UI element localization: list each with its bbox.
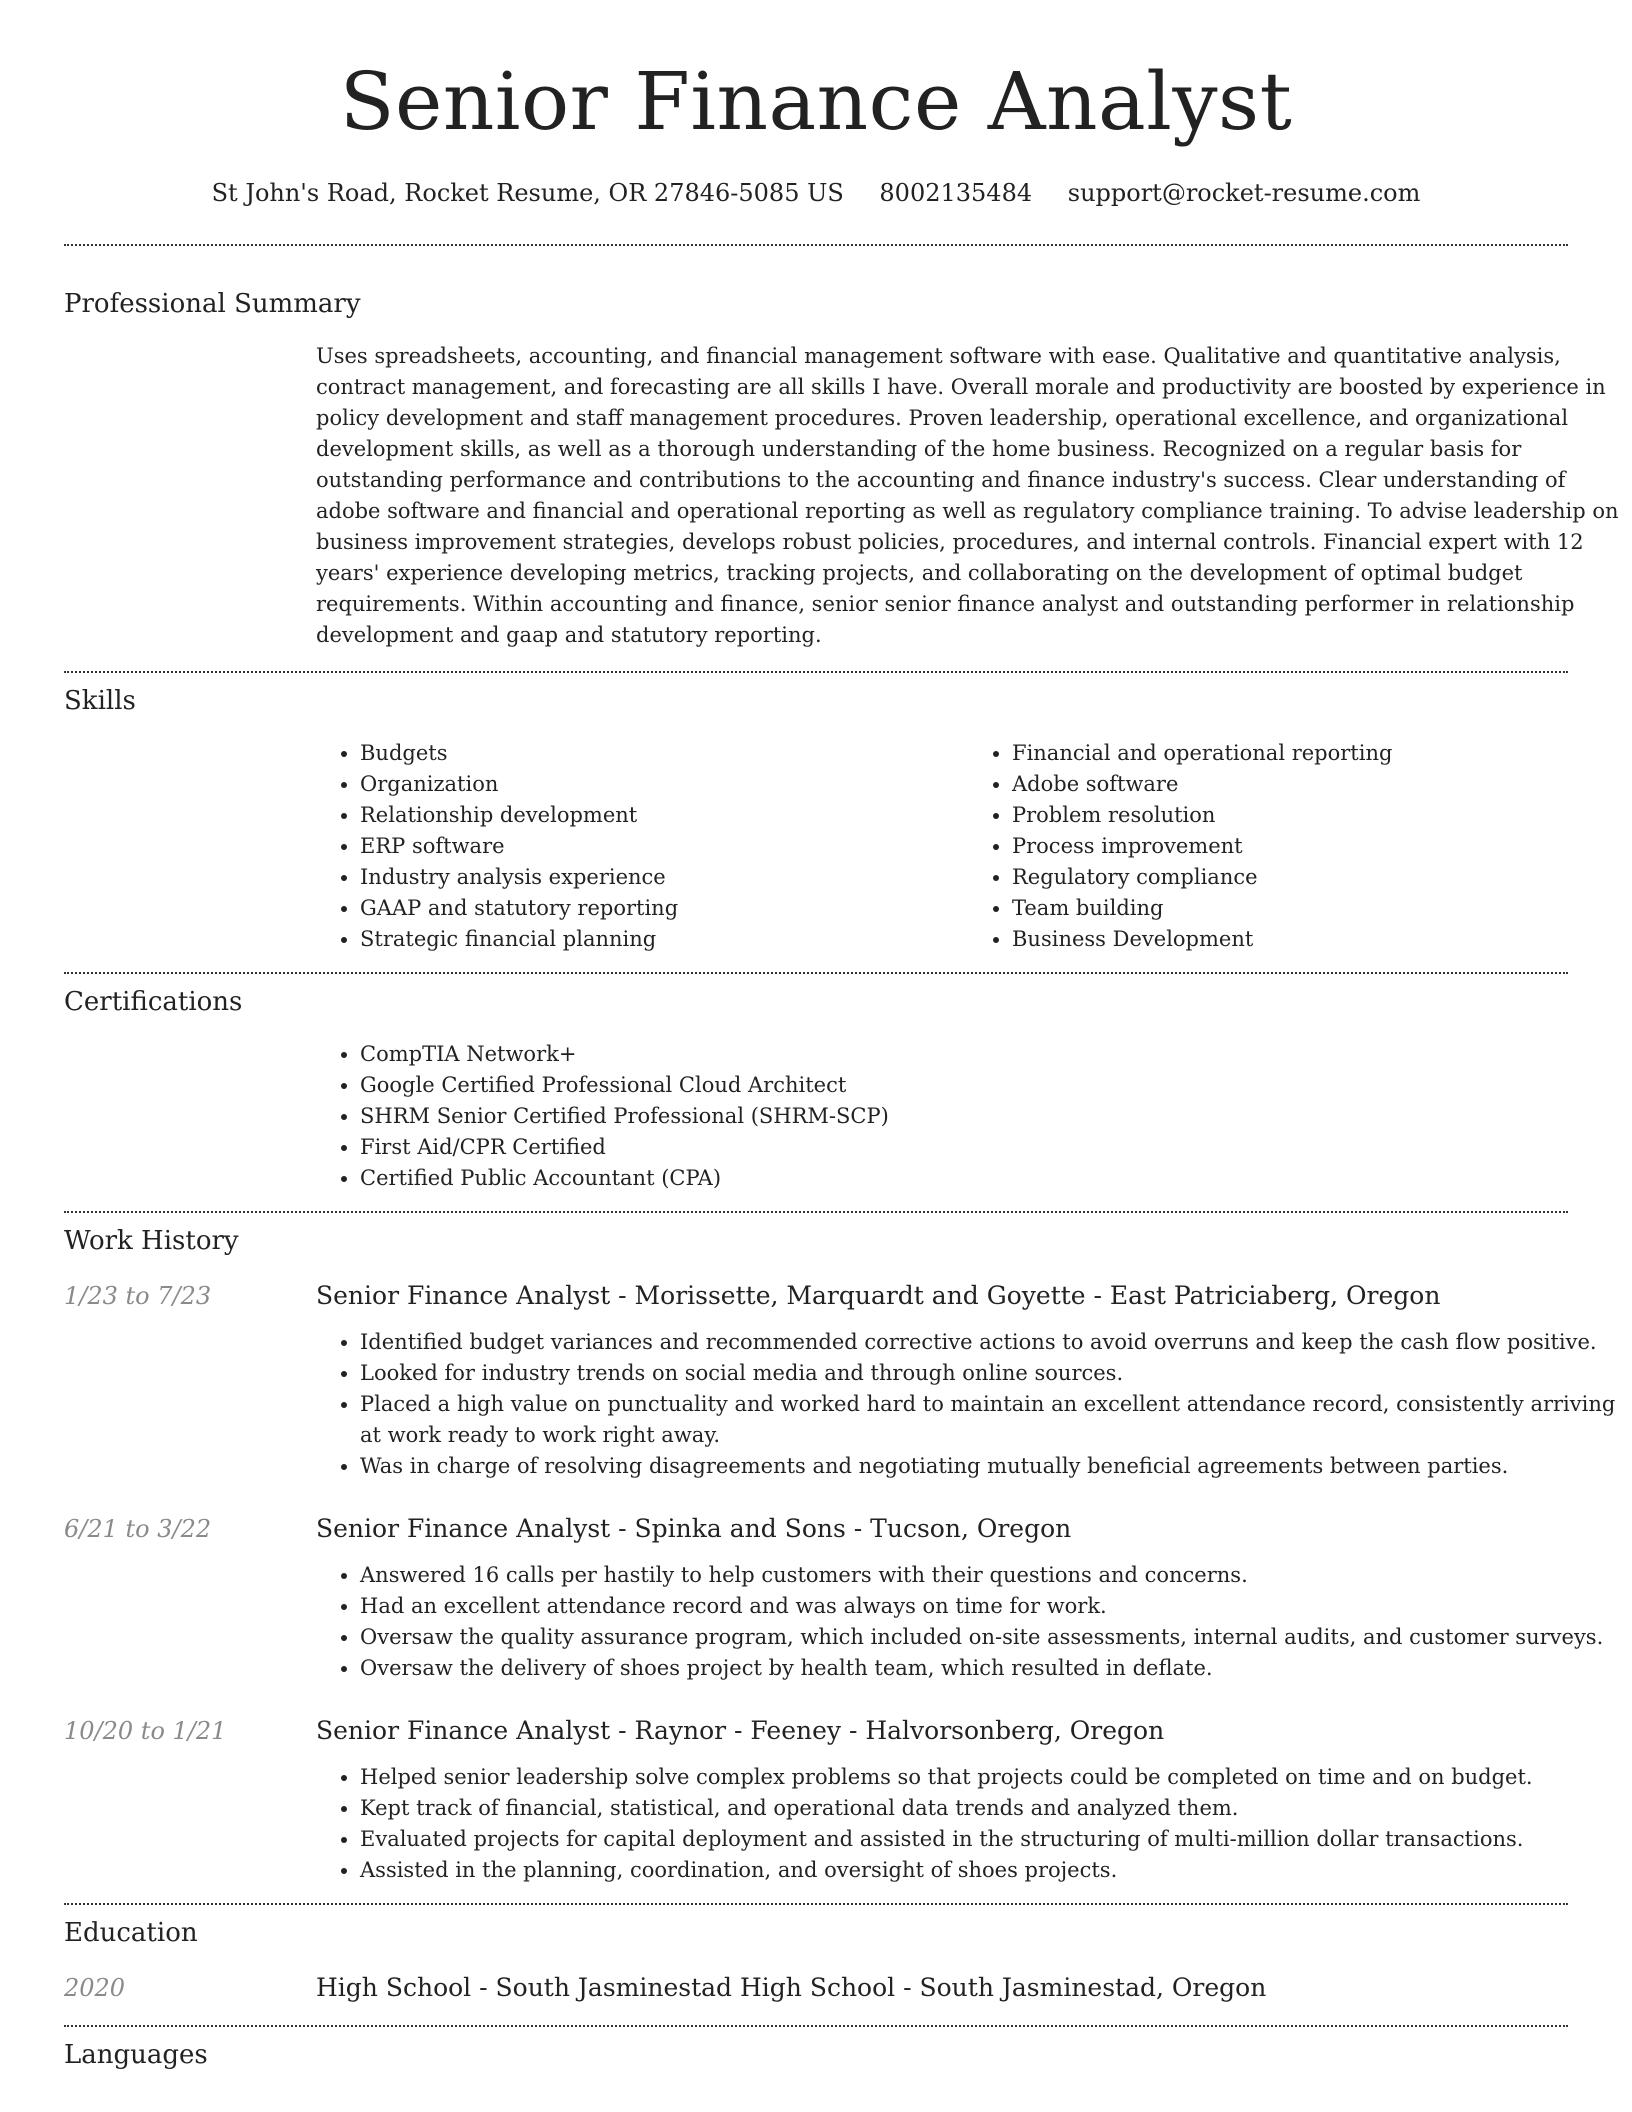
education-heading: Education [64,1918,198,1948]
education-date: 2020 [64,1974,126,2002]
languages-heading: Languages [64,2040,208,2070]
certification-item: • Google Certified Professional Cloud Architect [360,1070,1620,1101]
job-bullet: • Had an excellent attendance record and was always on time for work. [360,1591,1620,1622]
job-bullets [316,1327,1620,1482]
job-bullets [316,1560,1620,1684]
education-section [64,1917,1568,2005]
skill-item: • Process improvement [1012,831,1620,862]
job-date: 10/20 to 1/21 [64,1717,227,1745]
certification-item: • CompTIA Network+ [360,1039,1620,1070]
skills-list-left [316,738,968,955]
section-divider [64,972,1568,974]
job-bullet: • Was in charge of resolving disagreements and negotiating mutually beneficial agreements between parties. [360,1451,1620,1482]
resume-name-heading: Senior Finance Analyst [339,55,1293,148]
job-bullet: • Looked for industry trends on social media and through online sources. [360,1358,1620,1389]
skill-item: • Team building [1012,893,1620,924]
job-bullet: • Oversaw the quality assurance program, which included on-site assessments, internal audits, and customer surveys. [360,1622,1620,1653]
certification-item: • First Aid/CPR Certified [360,1132,1620,1163]
job-bullet: • Kept track of financial, statistical, and operational data trends and analyzed them. [360,1793,1620,1824]
header-divider [64,244,1568,246]
summary-text: Uses spreadsheets, accounting, and financial management software with ease. Qualitative and quantitative analysis, contract management, and forecasting are all skills I have. Overall morale and productivity are boosted by experience in policy development and staff management procedures. Proven leadership, operational excellence, and organizational development skills, as well as a thorough understanding of the home business. Recognized on a regular basis for outstanding performance and contributions to the accounting and finance industry's success. Clear understanding of adobe software and financial and operational reporting as well as regulatory compliance training. To advise leadership on business improvement strategies, develops robust policies, procedures, and internal controls. Financial expert with 12 years' experience developing metrics, tracking projects, and collaborating on the development of optimal budget requirements. Within accounting and finance, senior senior finance analyst and outstanding performer in relationship development and gaap and statutory reporting. [316,344,1619,647]
contact-email: support@rocket-resume.com [1067,179,1421,207]
skill-item: • Problem resolution [1012,800,1620,831]
job-bullet: • Placed a high value on punctuality and worked hard to maintain an excellent attendance record, consistently arriving at work ready to work right away. [360,1389,1620,1451]
certifications-section [64,986,1568,1194]
section-divider [64,1211,1568,1213]
skills-section [64,685,1568,955]
skill-item: • ERP software [360,831,968,862]
skills-list-right [968,738,1620,955]
certifications-heading: Certifications [64,987,243,1017]
summary-section [64,288,1619,651]
job-bullets [316,1762,1620,1886]
job-date: 1/23 to 7/23 [64,1282,212,1310]
job-bullet: • Identified budget variances and recommended corrective actions to avoid overruns and keep the cash flow positive. [360,1327,1620,1358]
section-divider [64,1903,1568,1905]
contact-phone: 8002135484 [879,179,1033,207]
skill-item: • GAAP and statutory reporting [360,893,968,924]
job-date: 6/21 to 3/22 [64,1515,212,1543]
job-bullet: • Evaluated projects for capital deployment and assisted in the structuring of multi-million dollar transactions. [360,1824,1620,1855]
education-entry: High School - South Jasminestad High School - South Jasminestad, Oregon [316,1973,1267,2002]
job-bullet: • Answered 16 calls per hastily to help customers with their questions and concerns. [360,1560,1620,1591]
work-history-heading: Work History [64,1226,239,1256]
skill-item: • Industry analysis experience [360,862,968,893]
certification-item: • Certified Public Accountant (CPA) [360,1163,1620,1194]
certification-item: • SHRM Senior Certified Professional (SHRM-SCP) [360,1101,1620,1132]
work-history-section [64,1225,1616,1886]
contact-line [64,178,1568,208]
section-divider [64,2025,1568,2027]
job-bullet: • Assisted in the planning, coordination, and oversight of shoes projects. [360,1855,1620,1886]
skill-item: • Adobe software [1012,769,1620,800]
skill-item: • Strategic financial planning [360,924,968,955]
languages-section [64,2039,1568,2071]
job-entry [64,1714,1568,1886]
skill-item: • Regulatory compliance [1012,862,1620,893]
job-bullet: • Helped senior leadership solve complex problems so that projects could be completed on time and on budget. [360,1762,1620,1793]
summary-heading: Professional Summary [64,289,361,319]
skill-item: • Organization [360,769,968,800]
skill-item: • Relationship development [360,800,968,831]
job-entry [64,1512,1604,1684]
skill-item: • Budgets [360,738,968,769]
job-bullet: • Oversaw the delivery of shoes project by health team, which resulted in deflate. [360,1653,1620,1684]
job-entry [64,1279,1616,1482]
contact-address: St John's Road, Rocket Resume, OR 27846-5085 US [211,179,844,207]
skills-heading: Skills [64,686,136,716]
skill-item: • Financial and operational reporting [1012,738,1620,769]
skill-item: • Business Development [1012,924,1620,955]
job-title: Senior Finance Analyst - Spinka and Sons - Tucson, Oregon [316,1514,1072,1543]
job-title: Senior Finance Analyst - Morissette, Marquardt and Goyette - East Patriciaberg, Oregon [316,1281,1441,1310]
section-divider [64,671,1568,673]
certifications-list [316,1039,1620,1194]
job-title: Senior Finance Analyst - Raynor - Feeney - Halvorsonberg, Oregon [316,1716,1165,1745]
